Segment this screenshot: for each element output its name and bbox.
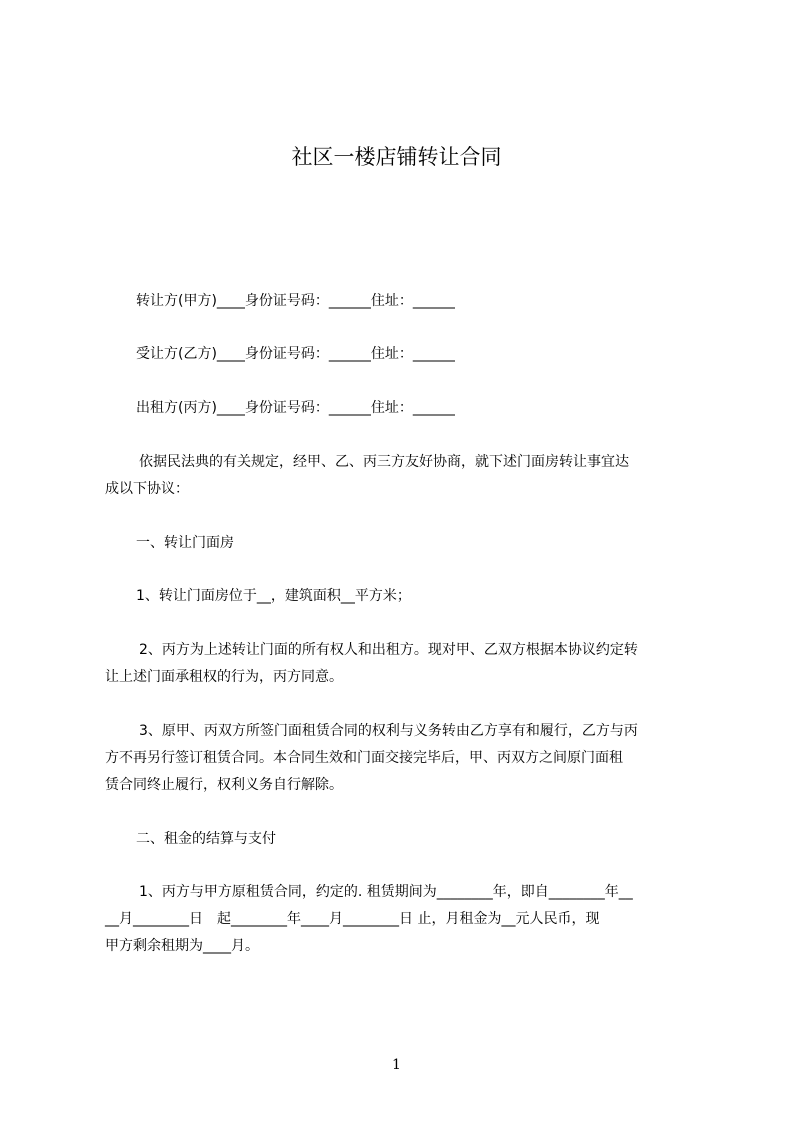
intro-paragraph-line: 成以下协议： bbox=[105, 481, 189, 497]
clause-line: 让上述门面承租权的行为，丙方同意。 bbox=[105, 669, 343, 685]
clause-line: 2、丙方为上述转让门面的所有权人和出租方。现对甲、乙双方根据本协议约定转 bbox=[139, 642, 638, 658]
intro-paragraph-line: 依据民法典的有关规定，经甲、乙、丙三方友好协商，就下述门面房转让事宜达 bbox=[139, 454, 629, 470]
clause-line: 1、丙方与甲方原租赁合同，约定的. 租赁期间为________年，即自________年__ bbox=[139, 884, 633, 900]
section-heading: 二、租金的结算与支付 bbox=[136, 831, 276, 847]
page-number: 1 bbox=[392, 1057, 401, 1073]
document-title: 社区一楼店铺转让合同 bbox=[291, 145, 502, 169]
clause-line: 1、转让门面房位于__，建筑面积__平方米； bbox=[136, 588, 411, 604]
clause-line: 方不再另行签订租赁合同。本合同生效和门面交接完毕后，甲、丙双方之间原门面租 bbox=[105, 750, 623, 766]
party-a-line: 转让方(甲方)____身份证号码：______住址：______ bbox=[136, 293, 455, 309]
party-b-line: 受让方(乙方)____身份证号码：______住址：______ bbox=[136, 346, 455, 362]
clause-line: __月________日 起________年____月________日 止，月租金为__元人民币，现 bbox=[105, 911, 600, 927]
clause-line: 赁合同终止履行，权利义务自行解除。 bbox=[105, 777, 343, 793]
clause-line: 甲方剩余租期为____月。 bbox=[105, 938, 259, 954]
section-heading: 一、转让门面房 bbox=[136, 535, 234, 551]
party-c-line: 出租方(丙方)____身份证号码：______住址：______ bbox=[136, 400, 455, 416]
clause-line: 3、原甲、丙双方所签门面租赁合同的权利与义务转由乙方享有和履行，乙方与丙 bbox=[139, 723, 638, 739]
